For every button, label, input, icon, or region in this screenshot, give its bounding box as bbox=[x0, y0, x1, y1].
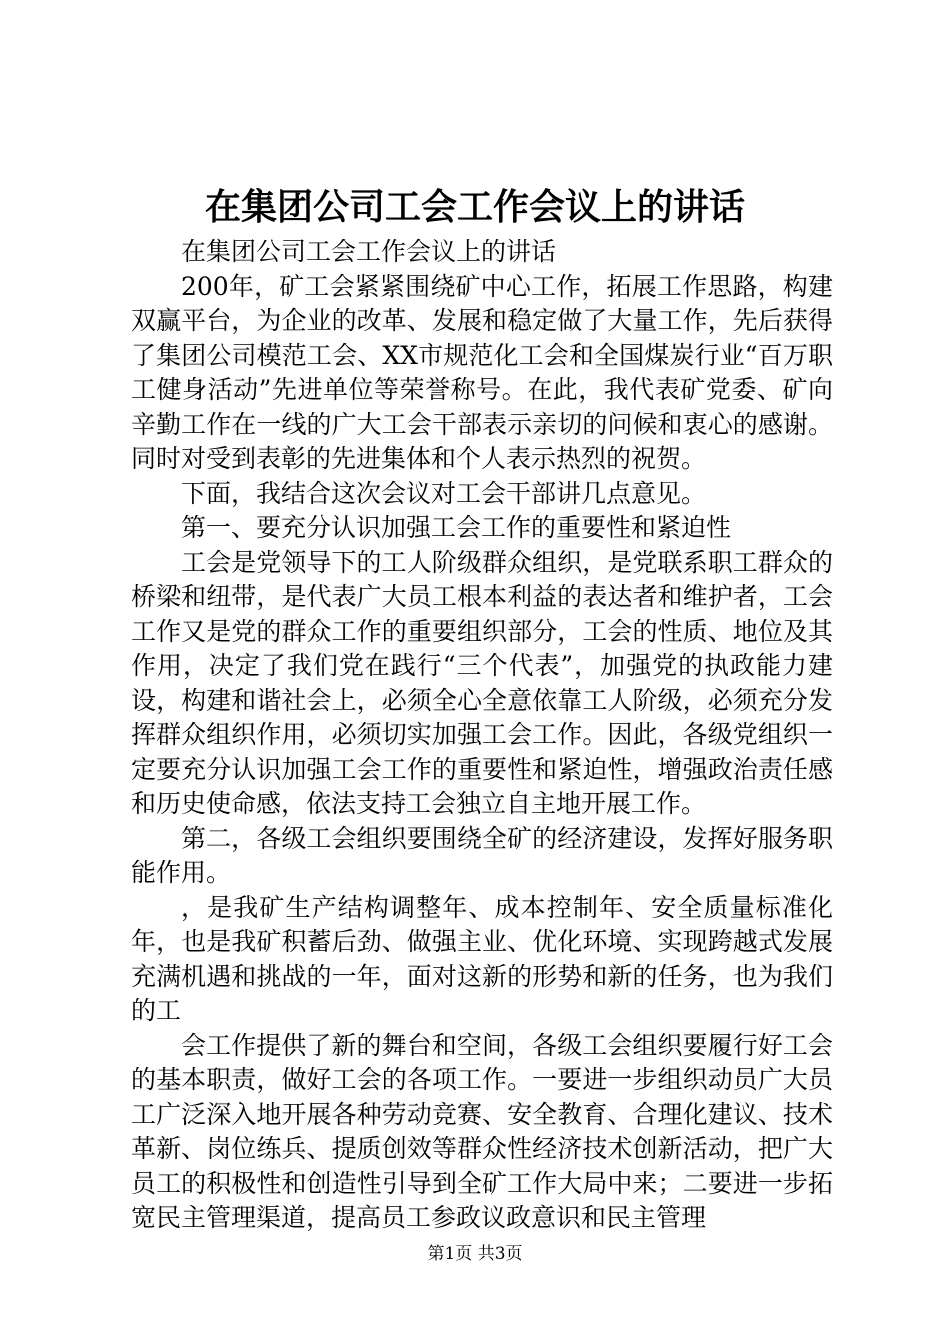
paragraph-union-role: 工会是党领导下的工人阶级群众组织，是党联系职工群众的桥梁和纽带，是代表广大员工根本利益的表达者和维护者，工会工作又是党的群众工作的重要组织部分，工会的性质、地位及其作用，决定了我们党在践行“三个代表”，加强党的执政能力建设，构建和谐社会上，必须全心全意依靠工人阶级，必须充分发挥群众组织作用，必须切实加强工会工作。因此，各级党组织一定要充分认识加强工会工作的重要性和紧迫性，增强政治责任感和历史使命感，依法支持工会独立自主地开展工作。 bbox=[131, 547, 833, 818]
paragraph-year-context: ，是我矿生产结构调整年、成本控制年、安全质量标准化年，也是我矿积蓄后劲、做强主业、优化环境、实现跨越式发展充满机遇和挑战的一年，面对这新的形势和新的任务，也为我们的工 bbox=[131, 892, 833, 1025]
paragraph-transition: 下面，我结合这次会议对工会干部讲几点意见。 bbox=[181, 478, 707, 508]
section-heading-second: 第二，各级工会组织要围绕全矿的经济建设，发挥好服务职能作用。 bbox=[131, 823, 833, 887]
document-body bbox=[131, 235, 833, 1236]
page-number-footer: 第1页 共3页 bbox=[427, 1244, 523, 1264]
paragraph-subtitle: 在集团公司工会工作会议上的讲话 bbox=[181, 237, 557, 266]
section-heading-first: 第一、要充分认识加强工会工作的重要性和紧迫性 bbox=[181, 513, 732, 542]
paragraph-union-work: 会工作提供了新的舞台和空间，各级工会组织要履行好工会的基本职责，做好工会的各项工作。一要进一步组织动员广大员工广泛深入地开展各种劳动竞赛、安全教育、合理化建议、技术革新、岗位练兵、提质创效等群众性经济技术创新活动，把广大员工的积极性和创造性引导到全矿工作大局中来；二要进一步拓宽民主管理渠道，提高员工参政议政意识和民主管理 bbox=[131, 1030, 833, 1232]
document-title: 在集团公司工会工作会议上的讲话 bbox=[204, 186, 745, 228]
paragraph-intro: 200年，矿工会紧紧围绕矿中心工作，拓展工作思路，构建双赢平台，为企业的改革、发展和稳定做了大量工作，先后获得了集团公司模范工会、XX市规范化工会和全国煤炭行业“百万职工健身活动”先进单位等荣誉称号。在此，我代表矿党委、矿向辛勤工作在一线的广大工会干部表示亲切的问候和衷心的感谢。同时对受到表彰的先进集体和个人表示热烈的祝贺。 bbox=[131, 271, 833, 473]
